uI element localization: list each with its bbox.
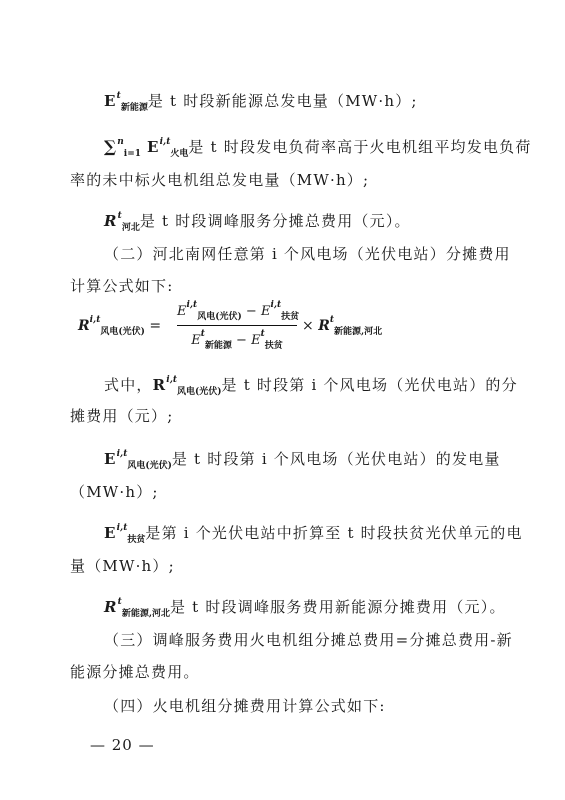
- definition-text: 是 t 时段第 i 个风电场（光伏电站）的发电量: [171, 450, 501, 468]
- symbol: E: [251, 333, 261, 348]
- subscript: 扶贫: [264, 341, 283, 351]
- section-3-line-2-wrap: [70, 662, 200, 682]
- sum-upper-limit: n: [117, 137, 124, 147]
- subscript: 新能源,河北: [121, 609, 170, 619]
- fraction-numerator: [177, 300, 300, 322]
- superscript: i,t: [186, 300, 198, 310]
- subscript: 扶贫: [281, 312, 300, 322]
- superscript: i,t: [166, 375, 177, 385]
- section-2-line-2-wrap: [70, 276, 173, 296]
- subscript: 风电(光伏): [127, 461, 172, 471]
- subscript: 风电(光伏): [197, 312, 242, 322]
- def-e-new-energy: [104, 86, 418, 118]
- subscript: 风电(光伏): [177, 387, 222, 397]
- symbol: R: [104, 598, 118, 616]
- where-prefix: 式中，: [104, 376, 153, 394]
- subscript: 火电: [170, 149, 189, 159]
- cost-formula: [78, 298, 408, 352]
- def-e-thermal-sum-cont: [70, 170, 369, 190]
- definition-text: 是 t 时段调峰服务分摊总费用（元）。: [139, 212, 411, 230]
- definition-text: 是第 i 个光伏电站中折算至 t 时段扶贫光伏单元的电: [145, 524, 523, 542]
- symbol: E: [177, 304, 187, 319]
- equals-sign: =: [149, 318, 162, 334]
- definition-text: 是 t 时段发电负荷率高于火电机组平均发电负荷: [188, 138, 532, 156]
- def-e-poverty: [104, 518, 523, 550]
- symbol: R: [78, 318, 90, 334]
- symbol: R: [152, 376, 167, 394]
- symbol: R: [318, 318, 330, 334]
- definition-text: 是 t 时段第 i 个风电场（光伏电站）的分: [221, 376, 518, 394]
- section-4-line-1: （四）火电机组分摊费用计算公式如下:: [104, 697, 386, 715]
- symbol: E: [104, 450, 117, 468]
- definition-text: 率的未中标火电机组总发电量（MW·h）;: [70, 171, 370, 189]
- superscript: i,t: [159, 137, 171, 147]
- formula-rhs: [302, 315, 382, 337]
- section-4-heading: [104, 696, 386, 716]
- sum-lower-limit: i=1: [123, 149, 142, 159]
- fraction-denominator: [177, 329, 297, 351]
- superscript: i,t: [270, 300, 282, 310]
- section-3-line-1: （三）调峰服务费用火电机组分摊总费用=分摊总费用-新: [104, 631, 513, 649]
- def-r-wind-pv: [104, 370, 518, 402]
- subscript: 河北: [121, 223, 140, 233]
- subscript: 扶贫: [127, 535, 146, 545]
- definition-text: 摊费用（元）;: [70, 407, 174, 425]
- section-2-heading: [104, 244, 511, 264]
- subscript: 新能源,河北: [334, 327, 383, 337]
- superscript: t: [329, 315, 334, 325]
- def-e-poverty-cont: [70, 556, 175, 576]
- subscript: 新能源: [204, 341, 232, 351]
- superscript: t: [117, 597, 122, 607]
- minus-sign: −: [245, 304, 257, 319]
- definition-text: 量（MW·h）;: [70, 557, 175, 575]
- superscript: t: [116, 91, 121, 101]
- symbol: E: [147, 138, 160, 156]
- fraction-bar: [177, 325, 297, 326]
- definition-text: （MW·h）;: [70, 483, 159, 501]
- section-2-line-2: 计算公式如下:: [70, 277, 174, 295]
- sum-symbol: ∑: [104, 137, 118, 156]
- superscript: i,t: [116, 449, 128, 459]
- superscript: i,t: [116, 523, 128, 533]
- superscript: t: [200, 329, 205, 339]
- formula-lhs: [78, 315, 161, 337]
- times-sign: ×: [302, 318, 314, 334]
- superscript: t: [260, 329, 265, 339]
- section-3-heading: [104, 630, 513, 650]
- superscript: t: [117, 211, 122, 221]
- def-e-thermal-sum: [104, 132, 532, 164]
- def-r-hebei: [104, 206, 411, 238]
- definition-text: 是 t 时段调峰服务费用新能源分摊费用（元）。: [169, 598, 506, 616]
- symbol: E: [260, 304, 271, 319]
- def-r-new-energy-hebei: [104, 592, 506, 624]
- symbol: R: [104, 212, 118, 230]
- page-number: — 20 —: [90, 736, 155, 754]
- definition-text: 是 t 时段新能源总发电量（MW·h）;: [147, 92, 418, 110]
- subscript: 新能源: [120, 103, 148, 113]
- def-e-wind-pv-cont: [70, 482, 159, 502]
- superscript: i,t: [89, 315, 101, 325]
- subscript: 风电(光伏): [100, 327, 145, 337]
- section-3-line-2: 能源分摊总费用。: [70, 663, 200, 681]
- symbol: E: [104, 92, 117, 110]
- def-r-wind-pv-cont: [70, 406, 173, 426]
- symbol: E: [104, 524, 117, 542]
- minus-sign: −: [236, 333, 247, 348]
- section-2-line-1: （二）河北南网任意第 i 个风电场（光伏电站）分摊费用: [104, 245, 511, 263]
- def-e-wind-pv: [104, 444, 501, 476]
- symbol: E: [191, 333, 201, 348]
